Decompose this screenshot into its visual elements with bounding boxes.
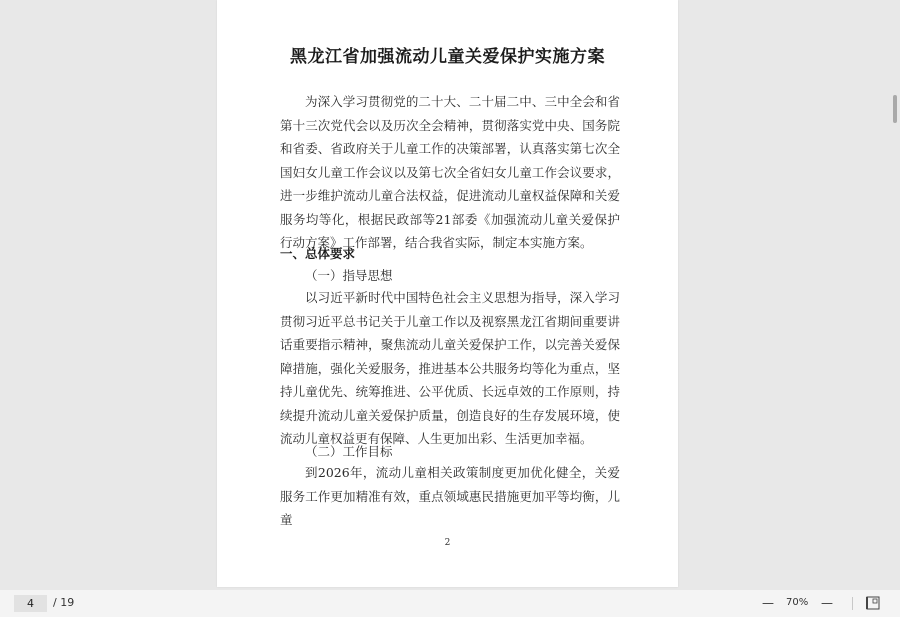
subsection-heading-guiding-ideology: （一）指导思想: [305, 268, 393, 283]
zoom-out-button[interactable]: —: [762, 596, 774, 610]
subsection-heading-work-goals: （二）工作目标: [305, 444, 393, 459]
zoom-in-button[interactable]: —: [821, 596, 833, 610]
section-heading-general-requirements: 一、总体要求: [280, 246, 356, 261]
zoom-level-display[interactable]: 70%: [786, 597, 809, 608]
page-title: 黑龙江省加强流动儿童关爱保护实施方案: [290, 47, 605, 67]
vertical-scrollbar[interactable]: [890, 0, 900, 590]
paragraph-work-goals: 到2026年，流动儿童相关政策制度更加优化健全，关爱服务工作更加精准有效，重点领域惠民措施更加平等均衡，儿童: [280, 465, 620, 527]
bottom-toolbar: [0, 590, 900, 617]
toolbar-divider: [852, 597, 853, 610]
paragraph-guiding-ideology: 以习近平新时代中国特色社会主义思想为指导，深入学习贯彻习近平总书记关于儿童工作以及视察黑龙江省期间重要讲话重要指示精神，聚焦流动儿童关爱保护工作，以完善关爱保障措施，强化关爱服务，推进基本公共服务均等化为重点，坚持儿童优先、统筹推进、公平优质、长远卓效的工作原则，持续提升流动儿童关爱保护质量，创造良好的生存发展环境，使流动儿童权益更有保障、人生更加出彩、生活更加幸福。: [280, 290, 620, 446]
document-page: [217, 0, 678, 587]
page-number-input[interactable]: 4: [14, 595, 47, 612]
fit-page-icon[interactable]: [866, 596, 880, 610]
scrollbar-thumb[interactable]: [893, 95, 897, 123]
total-pages-label: / 19: [53, 596, 75, 609]
paragraph-intro: 为深入学习贯彻党的二十大、二十届二中、三中全会和省第十三次党代会以及历次全会精神，贯彻落实党中央、国务院和省委、省政府关于儿童工作的决策部署，认真落实第七次全国妇女儿童工作会议以及第七次全省妇女儿童工作会议要求，进一步维护流动儿童合法权益，促进流动儿童权益保障和关爱服务均等化，根据民政部等21部委《加强流动儿童关爱保护行动方案》工作部署，结合我省实际，制定本实施方案。: [280, 94, 620, 250]
page-number: 2: [444, 538, 451, 548]
